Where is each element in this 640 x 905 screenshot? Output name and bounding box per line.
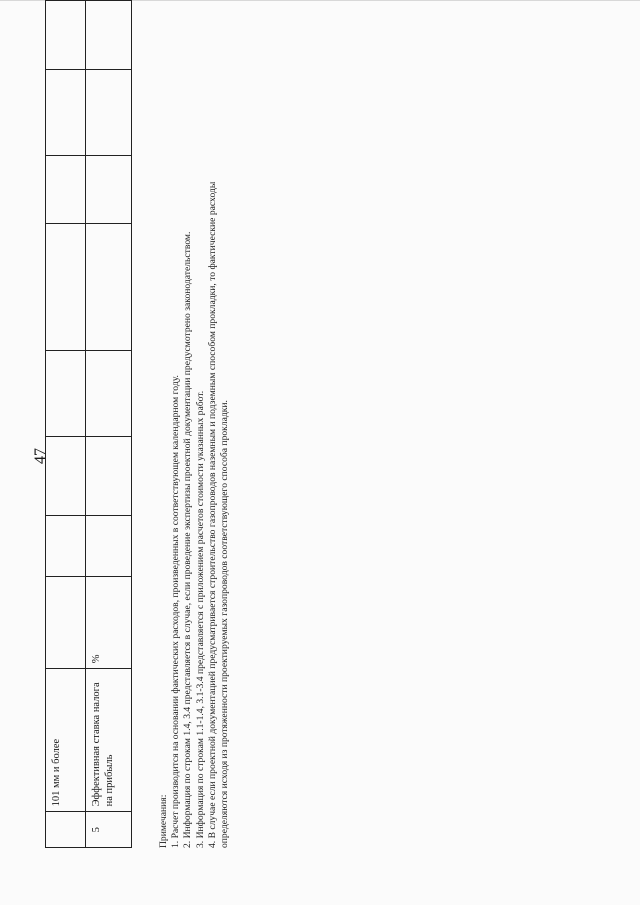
- value-cell: [86, 1, 132, 70]
- value-cell: [46, 436, 86, 515]
- note-item: 4. В случае если проектной документацией предусматривается строительство газопроводов наземным и подземным способом прокладки, то фактические расходы: [206, 181, 218, 848]
- note-item: 3. Информация по строкам 1.1-1.4, 3.1-3.4 представляется с приложением расчетов стоимости указанных работ.: [194, 390, 206, 848]
- value-cell: [86, 515, 132, 577]
- notes-section: [158, 8, 231, 848]
- row-number-cell: [46, 812, 86, 848]
- note-item: 2. Информация по строкам 1.4, 3.4 представляется в случае, если проведение экспертизы проектной документации предусмотрено законодательством.: [182, 231, 194, 848]
- note-item: определяются исходя из протяженности проектируемых газопроводов соответствующего способа прокладки.: [219, 400, 231, 848]
- row-number-cell: 5: [86, 812, 132, 848]
- value-cell: [86, 69, 132, 155]
- value-cell: [46, 223, 86, 351]
- value-cell: [86, 351, 132, 437]
- value-cell: [46, 69, 86, 155]
- page-number: 47: [32, 448, 49, 464]
- value-cell: [46, 351, 86, 437]
- table-row: [86, 1, 132, 848]
- value-cell: [86, 436, 132, 515]
- unit-cell: %: [86, 577, 132, 669]
- value-cell: [86, 223, 132, 351]
- notes-heading: Примечания:: [158, 794, 169, 848]
- row-name-cell: Эффективная ставка налога на прибыль: [86, 669, 132, 812]
- value-cell: [46, 1, 86, 70]
- value-cell: [46, 515, 86, 577]
- unit-cell: [46, 577, 86, 669]
- table-row: [46, 1, 86, 848]
- value-cell: [86, 155, 132, 223]
- value-cell: [46, 155, 86, 223]
- note-item: 1. Расчет производится на основании фактических расходов, произведенных в соответствующем календарном году.: [170, 375, 182, 848]
- row-name-cell: 101 мм и более: [46, 669, 86, 812]
- data-table: [45, 0, 132, 848]
